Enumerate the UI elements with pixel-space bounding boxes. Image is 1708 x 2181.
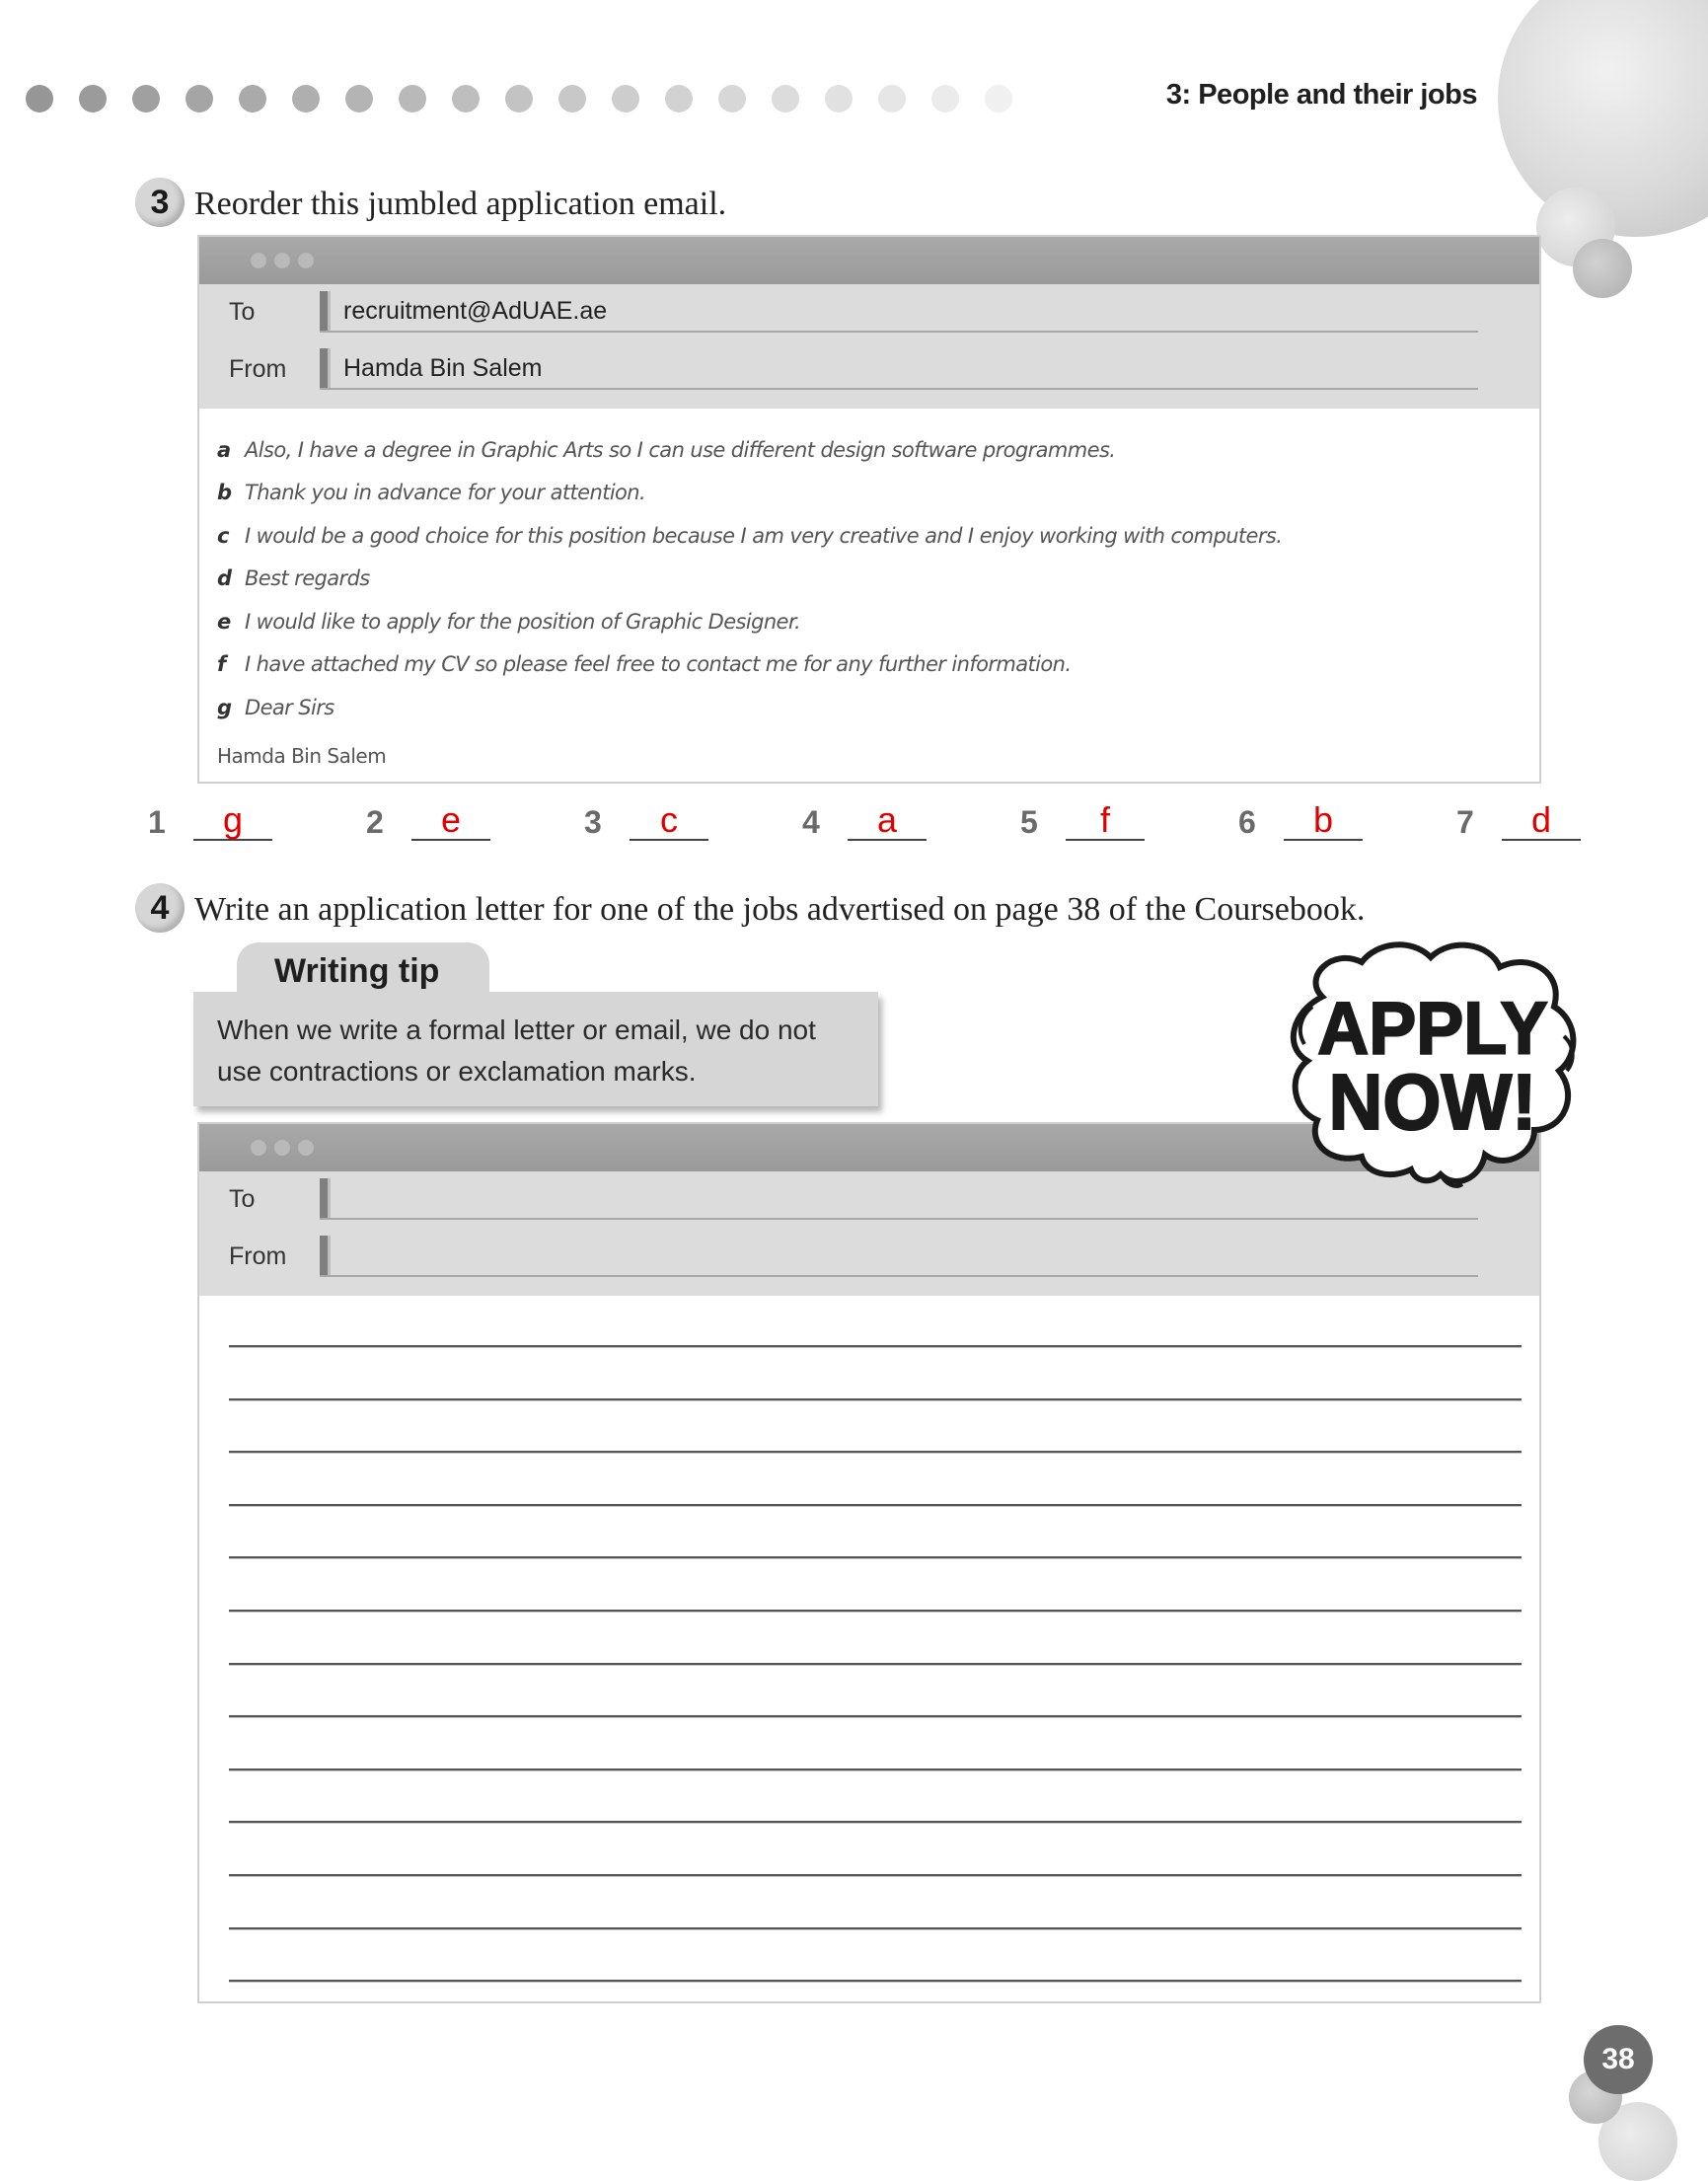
answer-number: 4 (802, 804, 820, 840)
jumbled-line (217, 600, 1282, 643)
window-control-icon (298, 253, 314, 268)
apply-now-stamp (1283, 938, 1584, 1189)
writing-line[interactable] (229, 1768, 1522, 1771)
answer-blank[interactable]: b (1284, 801, 1363, 841)
answer-number: 1 (148, 804, 166, 840)
header-dot (825, 85, 853, 113)
answer-blank[interactable]: e (411, 801, 490, 841)
header-dot (79, 85, 107, 113)
answer-slot (1020, 801, 1145, 841)
exercise-number: 3 (135, 178, 185, 227)
header-dot (931, 85, 959, 113)
writing-tip-box: When we write a formal letter or email, we do not use contractions or exclamation marks. (193, 992, 878, 1106)
email-header (199, 284, 1539, 409)
header-dot (772, 85, 799, 113)
window-control-icon (274, 253, 290, 268)
email-window (197, 1122, 1541, 2003)
line-letter: a (217, 437, 231, 462)
from-row (229, 1237, 1478, 1276)
to-field: recruitment@AdUAE.ae (320, 291, 1478, 333)
answer-number: 6 (1238, 804, 1256, 840)
stamp-line1: APPLY (1317, 985, 1548, 1070)
answer-number: 5 (1020, 804, 1038, 840)
header-dot (985, 85, 1012, 113)
jumbled-line (217, 643, 1282, 687)
writing-line[interactable] (229, 1874, 1522, 1877)
line-text: I would be a good choice for this position because I am very creative and I enjoy working with computers. (245, 523, 1283, 548)
from-field: Hamda Bin Salem (320, 348, 1478, 390)
email-title-bar (199, 237, 1539, 284)
from-label: From (229, 1241, 287, 1270)
line-letter: e (217, 609, 231, 634)
header-dot (292, 85, 320, 113)
writing-tip-title: Writing tip (237, 942, 489, 1000)
progress-dots (26, 85, 1012, 113)
answer-number: 7 (1456, 804, 1474, 840)
exercise-instruction: Reorder this jumbled application email. (194, 186, 727, 222)
line-text: Thank you in advance for your attention. (245, 481, 646, 505)
header-dot (132, 85, 160, 113)
header-dot (399, 85, 426, 113)
writing-line[interactable] (229, 1504, 1522, 1507)
writing-line[interactable] (229, 1451, 1522, 1454)
window-control-icon (274, 1140, 290, 1156)
jumbled-lines-list (217, 428, 1282, 729)
writing-line[interactable] (229, 1821, 1522, 1824)
answer-slot (802, 801, 927, 841)
writing-line[interactable] (229, 1927, 1522, 1930)
writing-line[interactable] (229, 1398, 1522, 1401)
header-dot (345, 85, 373, 113)
answer-number: 2 (366, 804, 384, 840)
writing-line[interactable] (229, 1980, 1522, 1983)
header-dot (718, 85, 746, 113)
writing-line[interactable] (229, 1556, 1522, 1559)
window-control-icon (251, 1140, 266, 1156)
answer-blank[interactable]: f (1066, 801, 1145, 841)
answer-blank[interactable]: c (630, 801, 708, 841)
answer-blank[interactable]: a (848, 801, 927, 841)
header-dot (505, 85, 533, 113)
jumbled-line (217, 428, 1282, 472)
line-text: I have attached my CV so please feel free to contact me for any further information. (245, 652, 1072, 677)
stamp-line2: NOW! (1328, 1057, 1537, 1147)
header-dot (186, 85, 213, 113)
line-text: Also, I have a degree in Graphic Arts so I can use different design software programmes. (245, 437, 1116, 462)
line-text: Dear Sirs (245, 695, 334, 719)
to-label: To (229, 1184, 256, 1213)
answer-number: 3 (584, 804, 602, 840)
exercise-number: 4 (135, 883, 185, 933)
header-dot (612, 85, 639, 113)
writing-area[interactable] (199, 1296, 1539, 1999)
header-dot (558, 85, 586, 113)
header-dot (26, 85, 53, 113)
decorative-bubble-small (1573, 239, 1632, 298)
to-label: To (229, 297, 256, 326)
from-field[interactable] (320, 1236, 1478, 1277)
header-dot (878, 85, 906, 113)
jumbled-line (217, 472, 1282, 515)
email-body (199, 409, 1539, 780)
answer-slot (1238, 801, 1363, 841)
email-signature: Hamda Bin Salem (217, 744, 387, 768)
answer-slot (148, 801, 272, 841)
chapter-title: 3: People and their jobs (1165, 79, 1477, 111)
jumbled-line (217, 686, 1282, 729)
from-label: From (229, 354, 287, 383)
from-row (229, 349, 1478, 389)
line-text: Best regards (245, 566, 370, 591)
answer-slot (1456, 801, 1581, 841)
line-letter: b (217, 481, 232, 505)
line-letter: f (217, 652, 226, 677)
window-control-icon (298, 1140, 314, 1156)
writing-line[interactable] (229, 1715, 1522, 1718)
answer-blank[interactable]: g (193, 801, 272, 841)
writing-line[interactable] (229, 1345, 1522, 1348)
header-dot (239, 85, 266, 113)
email-header (199, 1171, 1539, 1296)
jumbled-line (217, 514, 1282, 558)
line-letter: g (217, 695, 232, 719)
email-window (197, 235, 1541, 784)
answer-slot (366, 801, 490, 841)
writing-line[interactable] (229, 1610, 1522, 1613)
page-number: 38 (1584, 2025, 1653, 2094)
line-letter: d (217, 566, 232, 591)
exercise-instruction: Write an application letter for one of the jobs advertised on page 38 of the Coursebook. (194, 891, 1366, 928)
line-text: I would like to apply for the position of Graphic Designer. (245, 609, 801, 634)
writing-line[interactable] (229, 1663, 1522, 1666)
jumbled-line (217, 558, 1282, 601)
header-dot (452, 85, 480, 113)
line-letter: c (217, 523, 229, 548)
header-dot (665, 85, 693, 113)
answer-blank[interactable]: d (1502, 801, 1581, 841)
to-row (229, 292, 1478, 332)
answer-slot (584, 801, 708, 841)
window-control-icon (251, 253, 266, 268)
